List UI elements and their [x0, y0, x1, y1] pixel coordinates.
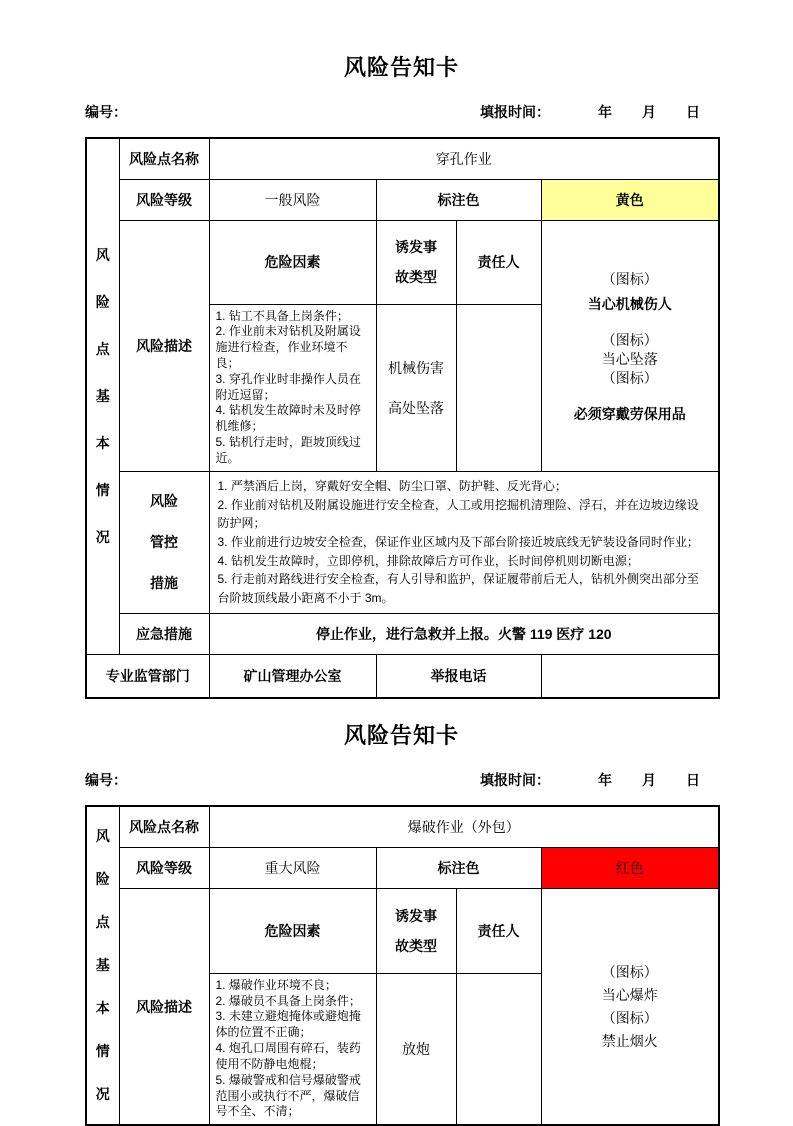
report-phone-label: 举报电话	[376, 654, 541, 698]
day-label: 日	[686, 772, 700, 789]
vertical-spine-cell	[86, 806, 119, 1125]
vertical-spine-label: 风险点基本情况	[95, 246, 110, 545]
control-measure-item: 3. 作业前进行边坡安全检查，保证作业区域内及下部台阶接近坡底线无铲装设备同时作业；	[217, 534, 699, 549]
page-title: 风险告知卡	[343, 55, 459, 80]
accident-type-value	[376, 973, 456, 1125]
hazard-factor-item: 2. 作业前未对钻机及附属设施进行检查，作业环境不良；	[215, 324, 361, 370]
report-phone-value-cell	[541, 654, 719, 698]
control-measure-item: 4. 钻机发生故障时，立即停机，排除故障后方可作业，长时间停机则切断电源；	[217, 553, 639, 568]
fill-time-label: 填报时间：	[480, 772, 550, 789]
control-measures-value	[209, 471, 719, 613]
year-label: 年	[598, 772, 612, 789]
hazard-factor-item: 1. 爆破作业环境不良；	[215, 977, 337, 992]
day-label: 日	[686, 104, 700, 120]
page-title: 风险告知卡	[343, 723, 459, 749]
hazard-factor-item: 1. 钻工不具备上岗条件；	[215, 308, 349, 323]
control-measure-item: 1. 严禁酒后上岗，穿戴好安全帽、防尘口罩、防护鞋、反光背心；	[217, 478, 567, 493]
risk-point-name-value: 穿孔作业	[209, 138, 719, 179]
supervision-dept-value: 矿山管理办公室	[209, 654, 376, 698]
risk-level-label: 风险等级	[119, 847, 209, 888]
hazard-factor-item: 5. 爆破警戒和信号爆破警戒范围小或执行不严，爆破信号不全、不清；	[215, 1072, 361, 1119]
sign-placeholder-text: （图标）	[601, 332, 658, 349]
risk-desc-label: 风险描述	[119, 220, 209, 471]
mark-color-label: 标注色	[376, 179, 541, 220]
risk-level-value: 重大风险	[209, 847, 376, 888]
meta-row	[85, 770, 718, 790]
mark-color-value: 红色	[541, 847, 719, 888]
table-row	[86, 654, 719, 698]
hazard-factor-item: 4. 炮孔口周围有碎石，装药使用不防静电炮棍；	[215, 1041, 361, 1071]
accident-type-header: 诱发事故类型	[376, 220, 456, 304]
hazard-factor-item: 3. 未建立避炮掩体或避炮掩体的位置不正确；	[215, 1009, 361, 1040]
control-measures-label: 风险管控措施	[119, 471, 209, 613]
responsible-header: 责任人	[456, 888, 541, 973]
hazard-factors-value	[209, 973, 376, 1125]
responsible-value-cell	[456, 973, 541, 1125]
risk-point-name-label: 风险点名称	[119, 138, 209, 179]
table-row	[86, 806, 719, 847]
sign-caption-ppe: 必须穿戴劳保用品	[573, 406, 686, 423]
sign-caption-falling: 当心坠落	[601, 351, 658, 368]
hazard-factor-item: 5. 钻机行走时，距坡顶线过近。	[215, 435, 361, 465]
table-row	[86, 138, 719, 179]
risk-desc-label: 风险描述	[119, 888, 209, 1125]
table-row	[86, 847, 719, 888]
table-row	[86, 179, 719, 220]
mark-color-value: 黄色	[541, 179, 719, 220]
risk-level-label: 风险等级	[119, 179, 209, 220]
control-measure-item: 5. 行走前对路线进行安全检查，有人引导和监护，保证履带前后无人，钻机外侧突出部分至台阶坡顶线最小距离不小于 3m。	[217, 572, 699, 606]
sign-placeholder-cell	[541, 220, 719, 471]
meta-row	[85, 102, 718, 122]
hazard-factors-header: 危险因素	[209, 220, 376, 304]
control-measure-item: 2. 作业前对钻机及附属设施进行安全检查，人工或用挖掘机清理险、浮石，并在边坡边缘设防护网；	[217, 497, 699, 531]
sign-caption-machinery: 当心机械伤人	[587, 296, 672, 313]
hazard-factor-item: 3. 穿孔作业时非操作人员在附近逗留；	[215, 371, 361, 402]
mark-color-label: 标注色	[376, 847, 541, 888]
sign-placeholder-text: （图标）	[601, 271, 658, 288]
accident-type-item: 放炮	[402, 1041, 430, 1058]
hazard-factors-header: 危险因素	[209, 888, 376, 973]
fill-time-group	[480, 770, 718, 790]
risk-level-value: 一般风险	[209, 179, 376, 220]
risk-point-name-label: 风险点名称	[119, 806, 209, 847]
responsible-value-cell	[456, 304, 541, 471]
vertical-spine-cell	[86, 138, 119, 654]
accident-type-header: 诱发事故类型	[376, 888, 456, 973]
table-row	[86, 471, 719, 613]
table-row	[86, 888, 719, 973]
table-row	[86, 613, 719, 654]
accident-type-item: 机械伤害	[388, 359, 444, 376]
month-label: 月	[642, 772, 656, 789]
year-label: 年	[598, 104, 612, 120]
sign-placeholder-cell	[541, 888, 719, 1125]
hazard-factors-value	[209, 304, 376, 471]
fill-time-group	[480, 102, 718, 122]
hazard-factor-item: 2. 爆破员不具备上岗条件；	[215, 993, 361, 1008]
month-label: 月	[642, 104, 656, 120]
fill-time-label: 填报时间：	[480, 104, 550, 120]
table-row	[86, 220, 719, 304]
accident-type-value	[376, 304, 456, 471]
vertical-spine-label: 风险点基本情况	[95, 828, 110, 1103]
number-label: 编号：	[85, 104, 127, 120]
hazard-factor-item: 4. 钻机发生故障时未及时停机维修；	[215, 403, 361, 434]
responsible-header: 责任人	[456, 220, 541, 304]
sign-caption-no-fire: 禁止烟火	[601, 1032, 658, 1049]
sign-placeholder-text: （图标）	[601, 1009, 658, 1026]
emergency-value: 停止作业，进行急救并上报。火警 119 医疗 120	[209, 613, 719, 654]
supervision-dept-label: 专业监管部门	[86, 654, 209, 698]
risk-card-table-1	[85, 137, 720, 699]
sign-caption-explosion: 当心爆炸	[601, 986, 658, 1003]
risk-point-name-value: 爆破作业（外包）	[209, 806, 719, 847]
accident-type-item: 高处坠落	[388, 399, 444, 416]
sign-placeholder-text: （图标）	[601, 963, 658, 980]
number-label: 编号：	[85, 772, 127, 789]
sign-placeholder-text: （图标）	[601, 370, 658, 387]
emergency-label: 应急措施	[119, 613, 209, 654]
risk-card-table-2	[85, 805, 720, 1126]
